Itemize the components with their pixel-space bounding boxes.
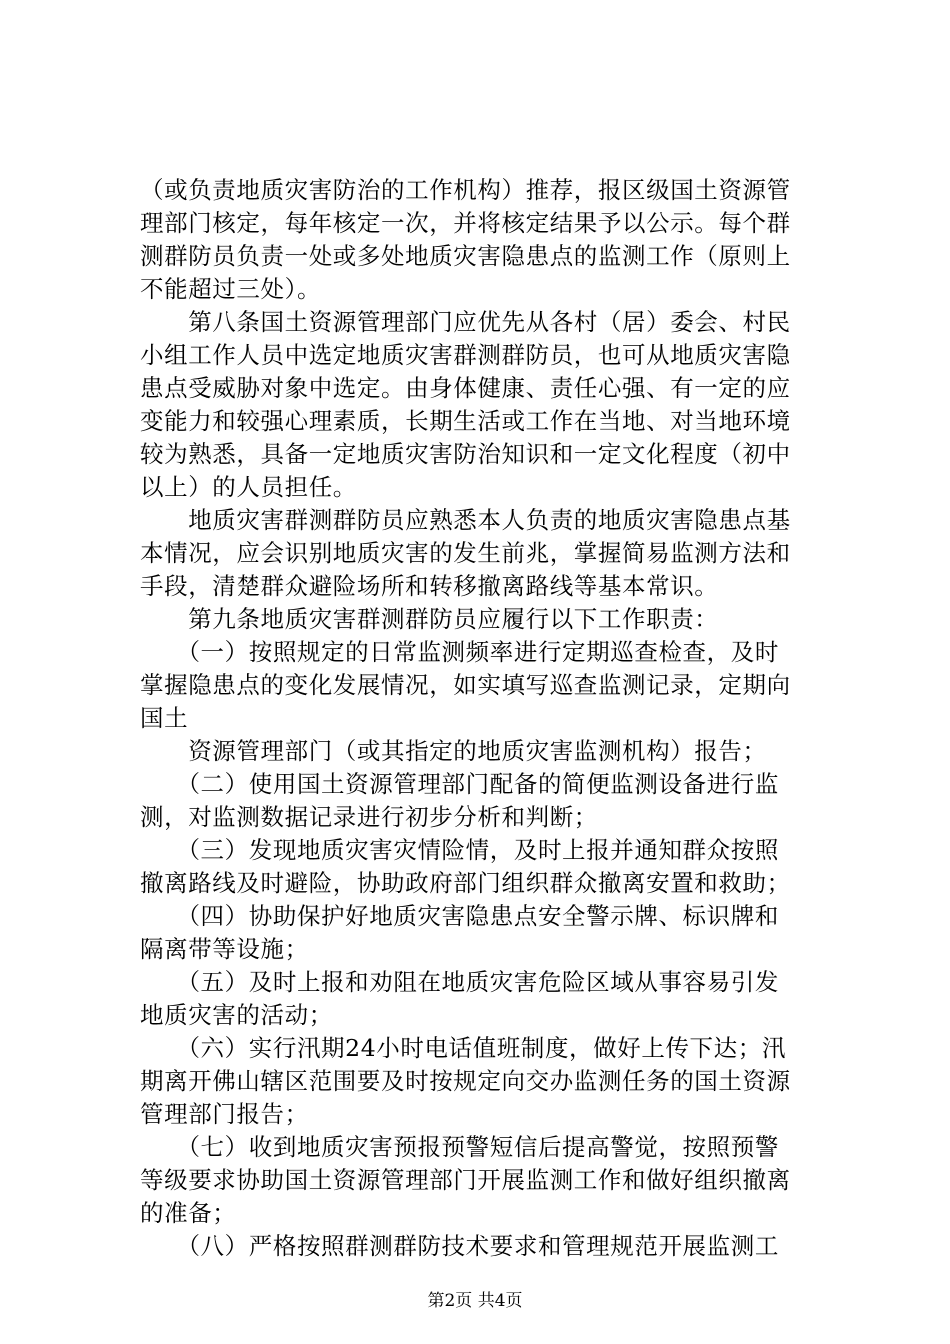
text-line: （五）及时上报和劝阻在地质灾害危险区域从事容易引发 xyxy=(140,968,779,996)
text-line: 理部门核定，每年核定一次，并将核定结果予以公示。每个群 xyxy=(140,209,791,237)
text-line: 变能力和较强心理素质，长期生活或工作在当地、对当地环境 xyxy=(140,407,791,435)
text-line: 测，对监测数据记录进行初步分析和判断； xyxy=(140,803,598,831)
page-number-footer: 第2页 共4页 xyxy=(427,1291,523,1311)
text-line: 期离开佛山辖区范围要及时按规定向交办监测任务的国土资源 xyxy=(140,1067,791,1095)
text-line: 不能超过三处）。 xyxy=(140,275,322,303)
text-line: 测群防员负责一处或多处地质灾害隐患点的监测工作（原则上 xyxy=(140,242,791,270)
text-line: （七）收到地质灾害预报预警短信后提高警觉，按照预警 xyxy=(140,1133,779,1161)
text-line: （八）严格按照群测群防技术要求和管理规范开展监测工 xyxy=(140,1232,779,1260)
text-line: 手段，清楚群众避险场所和转移撤离路线等基本常识。 xyxy=(140,572,719,600)
text-line: 地质灾害的活动； xyxy=(140,1001,333,1029)
text-line: 国土 xyxy=(140,704,189,732)
text-line: 第九条地质灾害群测群防员应履行以下工作职责： xyxy=(140,605,719,633)
text-line: 小组工作人员中选定地质灾害群测群防员，也可从地质灾害隐 xyxy=(140,341,791,369)
text-line: （一）按照规定的日常监测频率进行定期巡查检查，及时 xyxy=(140,638,779,666)
text-line: 较为熟悉，具备一定地质灾害防治知识和一定文化程度（初中 xyxy=(140,440,791,468)
text-line: （二）使用国土资源管理部门配备的简便监测设备进行监 xyxy=(140,770,779,798)
text-line: 等级要求协助国土资源管理部门开展监测工作和做好组织撤离 xyxy=(140,1166,791,1194)
text-line: 患点受威胁对象中选定。由身体健康、责任心强、有一定的应 xyxy=(140,374,791,402)
text-line: （三）发现地质灾害灾情险情，及时上报并通知群众按照 xyxy=(140,836,779,864)
text-line: 以上）的人员担任。 xyxy=(140,473,357,501)
text-line: 隔离带等设施； xyxy=(140,935,309,963)
text-line: 管理部门报告； xyxy=(140,1100,309,1128)
text-line: （四）协助保护好地质灾害隐患点安全警示牌、标识牌和 xyxy=(140,902,779,930)
text-line: （六）实行汛期24小时电话值班制度，做好上传下达；汛 xyxy=(140,1034,786,1062)
text-line: 地质灾害群测群防员应熟悉本人负责的地质灾害隐患点基 xyxy=(140,506,791,534)
text-line: 的准备； xyxy=(140,1199,237,1227)
text-line: 本情况，应会识别地质灾害的发生前兆，掌握简易监测方法和 xyxy=(140,539,791,567)
text-line: 第八条国土资源管理部门应优先从各村（居）委会、村民 xyxy=(140,308,791,336)
text-line: 撤离路线及时避险，协助政府部门组织群众撤离安置和救助； xyxy=(140,869,791,897)
text-line: （或负责地质灾害防治的工作机构）推荐，报区级国土资源管 xyxy=(140,176,791,204)
text-line: 掌握隐患点的变化发展情况，如实填写巡查监测记录，定期向 xyxy=(140,671,791,699)
text-line: 资源管理部门（或其指定的地质灾害监测机构）报告； xyxy=(140,737,767,765)
